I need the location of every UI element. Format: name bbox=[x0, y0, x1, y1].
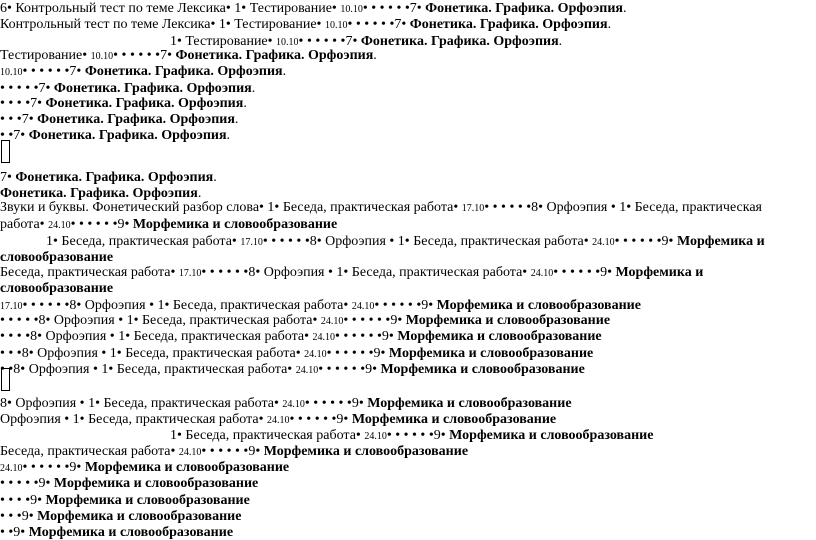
date-label: 24.10 bbox=[320, 316, 344, 327]
bold-topic: Фонетика. Графика. Орфоэпия bbox=[425, 1, 623, 16]
text-segment: . bbox=[373, 48, 377, 63]
text-line-19 bbox=[0, 313, 610, 329]
bold-topic: Морфемика и словообразование bbox=[263, 444, 469, 459]
text-line-11 bbox=[0, 186, 201, 201]
text-segment: • • • • • •9• bbox=[343, 313, 406, 328]
date-label: 24.10 bbox=[351, 301, 375, 312]
text-line-20 bbox=[0, 329, 602, 345]
date-label: 24.10 bbox=[530, 268, 554, 279]
text-segment: • • • • • •9• bbox=[335, 329, 398, 344]
date-label: 24.10 bbox=[48, 220, 71, 231]
text-segment: • • • • • •8• Орфоэпия • 1• Беседа, практическая работа• bbox=[22, 298, 352, 313]
text-segment: • • • • • •9• bbox=[326, 346, 389, 361]
text-line-29 bbox=[0, 493, 250, 508]
bold-topic: Морфемика и словообразование bbox=[132, 217, 338, 232]
text-line-28 bbox=[0, 476, 258, 491]
text-segment: . bbox=[558, 34, 563, 49]
bold-topic: Фонетика. Графика. Орфоэпия bbox=[15, 170, 214, 185]
text-line-30 bbox=[0, 509, 241, 524]
text-line-5 bbox=[0, 64, 286, 80]
text-line-8 bbox=[0, 112, 238, 127]
text-segment: • • • • • •9• bbox=[553, 265, 616, 280]
text-segment: работа• bbox=[0, 217, 49, 232]
bold-topic: словообразование bbox=[0, 281, 114, 296]
text-segment: • • • •8• Орфоэпия • 1• Беседа, практическая работа• bbox=[0, 329, 313, 344]
text-line-31 bbox=[0, 525, 233, 540]
date-label: 24.10 bbox=[592, 237, 615, 248]
date-label: 24.10 bbox=[364, 431, 387, 442]
bold-topic: Морфемика и словообразование bbox=[37, 509, 242, 524]
date-label: 10.10 bbox=[90, 51, 114, 62]
text-line-27 bbox=[0, 460, 289, 476]
bold-topic: Морфемика и словообразование bbox=[351, 412, 557, 427]
text-segment: Звуки и буквы. Фонетический разбор слова• 1• Беседа, практическая работа• bbox=[0, 200, 462, 215]
bold-topic: Морфемика и словообразование bbox=[84, 460, 290, 475]
text-segment: • • • • • •9• bbox=[70, 217, 133, 232]
bold-topic: Фонетика. Графика. Орфоэпия bbox=[0, 186, 198, 201]
text-line-9 bbox=[0, 128, 230, 143]
bold-topic: Морфемика и словообразование bbox=[436, 298, 641, 313]
bold-topic: Морфемика и словообразование bbox=[449, 428, 654, 443]
text-segment: • • • • • •8• Орфоэпия • 1• Беседа, практическая bbox=[484, 200, 762, 215]
text-segment: • • • • • •8• Орфоэпия • 1• Беседа, практическая работа• bbox=[262, 234, 593, 249]
text-segment: . bbox=[622, 1, 627, 16]
text-segment: • • • • •8• Орфоэпия • 1• Беседа, практическая работа• bbox=[0, 313, 321, 328]
text-line-14 bbox=[46, 234, 765, 250]
text-segment: • • • • • •7• bbox=[22, 64, 85, 79]
text-segment: • • • • •9• bbox=[0, 476, 54, 491]
text-segment: • • • • • •7• bbox=[347, 17, 410, 32]
text-segment: • • • • • •9• bbox=[22, 460, 85, 475]
text-line-2 bbox=[0, 17, 611, 33]
date-label: 24.10 bbox=[304, 349, 327, 360]
text-segment: • • • • •7• bbox=[0, 81, 54, 96]
text-segment: . bbox=[251, 81, 256, 96]
date-label: 24.10 bbox=[295, 365, 319, 376]
date-label: 10.10 bbox=[324, 20, 348, 31]
bold-topic: Морфемика и bbox=[676, 234, 765, 249]
text-segment: • • • •7• bbox=[0, 96, 46, 111]
text-segment: . bbox=[607, 17, 612, 32]
text-segment: 7• bbox=[0, 170, 16, 185]
text-line-17 bbox=[0, 281, 113, 296]
text-segment: 1• Тестирование• bbox=[170, 34, 277, 49]
date-label: 17.10 bbox=[0, 301, 23, 312]
date-label: 24.10 bbox=[282, 399, 305, 410]
bold-topic: Морфемика и bbox=[615, 265, 704, 280]
date-label: 24.10 bbox=[312, 332, 335, 343]
bold-topic: Морфемика и словообразование bbox=[45, 493, 250, 508]
text-segment: • • • • • •9• bbox=[318, 362, 381, 377]
bold-topic: Морфемика и словообразование bbox=[53, 476, 259, 491]
date-label: 10.10 bbox=[0, 67, 23, 78]
text-segment: Орфоэпия • 1• Беседа, практическая работа• bbox=[0, 412, 267, 427]
text-segment: • • • • • •7• bbox=[298, 34, 361, 49]
text-segment: 8• Орфоэпия • 1• Беседа, практическая работа• bbox=[0, 396, 283, 411]
text-segment: . bbox=[234, 112, 239, 127]
text-segment: • • • • • •9• bbox=[614, 234, 677, 249]
text-segment: • • • • • •9• bbox=[304, 396, 368, 411]
bold-topic: Морфемика и словообразование bbox=[380, 362, 585, 377]
text-segment: 1• Беседа, практическая работа• bbox=[46, 234, 241, 249]
bold-topic: Фонетика. Графика. Орфоэпия bbox=[84, 64, 283, 79]
empty-frame-1 bbox=[1, 140, 10, 163]
date-label: 24.10 bbox=[267, 415, 290, 426]
text-segment: • •8• Орфоэпия • 1• Беседа, практическая работа• bbox=[0, 362, 296, 377]
text-segment: • • • • • •9• bbox=[386, 428, 450, 443]
text-line-24 bbox=[0, 412, 556, 428]
bold-topic: Фонетика. Графика. Орфоэпия bbox=[409, 17, 608, 32]
bold-topic: Фонетика. Графика. Орфоэпия bbox=[28, 128, 227, 143]
date-label: 17.10 bbox=[461, 203, 485, 214]
text-segment: Беседа, практическая работа• bbox=[0, 444, 179, 459]
text-line-13 bbox=[0, 217, 337, 233]
text-segment: • •9• bbox=[0, 525, 29, 540]
bold-topic: Фонетика. Графика. Орфоэпия bbox=[45, 96, 244, 111]
text-segment: • • • •9• bbox=[0, 493, 46, 508]
text-segment: • • •8• Орфоэпия • 1• Беседа, практическая работа• bbox=[0, 346, 305, 361]
text-line-16 bbox=[0, 265, 703, 281]
text-segment: Тестирование• bbox=[0, 48, 91, 63]
text-line-22 bbox=[0, 362, 585, 378]
bold-topic: Морфемика и словообразование bbox=[388, 346, 594, 361]
bold-topic: Морфемика и словообразование bbox=[397, 329, 602, 344]
text-segment: . bbox=[282, 64, 287, 79]
text-segment: Беседа, практическая работа• bbox=[0, 265, 179, 280]
text-line-18 bbox=[0, 298, 641, 314]
text-segment: • • • • • •9• bbox=[201, 444, 264, 459]
text-segment: 1• Беседа, практическая работа• bbox=[170, 428, 365, 443]
date-label: 17.10 bbox=[178, 268, 202, 279]
text-segment: . bbox=[213, 170, 217, 185]
bold-topic: Морфемика и словообразование bbox=[405, 313, 611, 328]
bold-topic: Морфемика и словообразование bbox=[367, 396, 572, 411]
text-segment: • •7• bbox=[0, 128, 29, 143]
text-line-12 bbox=[0, 200, 762, 216]
text-line-15 bbox=[0, 250, 113, 265]
text-segment: • • • • • •8• Орфоэпия • 1• Беседа, практическая работа• bbox=[201, 265, 531, 280]
text-line-10 bbox=[0, 170, 217, 185]
date-label: 10.10 bbox=[276, 37, 299, 48]
text-line-1 bbox=[0, 1, 626, 17]
text-segment: • • • • • •9• bbox=[289, 412, 352, 427]
text-line-6 bbox=[0, 81, 255, 96]
bold-topic: Фонетика. Графика. Орфоэпия bbox=[175, 48, 374, 63]
text-line-21 bbox=[0, 346, 593, 362]
text-segment: 6• Контрольный тест по теме Лексика• 1• Тестирование• bbox=[0, 1, 341, 16]
date-label: 10.10 bbox=[340, 4, 363, 15]
text-segment: • • •9• bbox=[0, 509, 38, 524]
bold-topic: Фонетика. Графика. Орфоэпия bbox=[360, 34, 559, 49]
date-label: 24.10 bbox=[0, 463, 23, 474]
date-label: 24.10 bbox=[178, 447, 202, 458]
bold-topic: Фонетика. Графика. Орфоэпия bbox=[37, 112, 235, 127]
text-line-4 bbox=[0, 48, 377, 64]
text-line-7 bbox=[0, 96, 247, 111]
text-segment: • • •7• bbox=[0, 112, 38, 127]
text-segment: . bbox=[243, 96, 247, 111]
text-segment: • • • • • •7• bbox=[113, 48, 176, 63]
text-segment: . bbox=[226, 128, 231, 143]
text-line-25 bbox=[170, 428, 653, 444]
bold-topic: Морфемика и словообразование bbox=[28, 525, 234, 540]
text-line-23 bbox=[0, 396, 572, 412]
text-segment: • • • • • •7• bbox=[362, 1, 426, 16]
text-segment: Контрольный тест по теме Лексика• 1• Тестирование• bbox=[0, 17, 325, 32]
text-segment: • • • • • •9• bbox=[374, 298, 437, 313]
bold-topic: Фонетика. Графика. Орфоэпия bbox=[53, 81, 252, 96]
text-segment: . bbox=[197, 186, 202, 201]
date-label: 17.10 bbox=[240, 237, 263, 248]
text-line-26 bbox=[0, 444, 468, 460]
bold-topic: словообразование bbox=[0, 250, 114, 265]
